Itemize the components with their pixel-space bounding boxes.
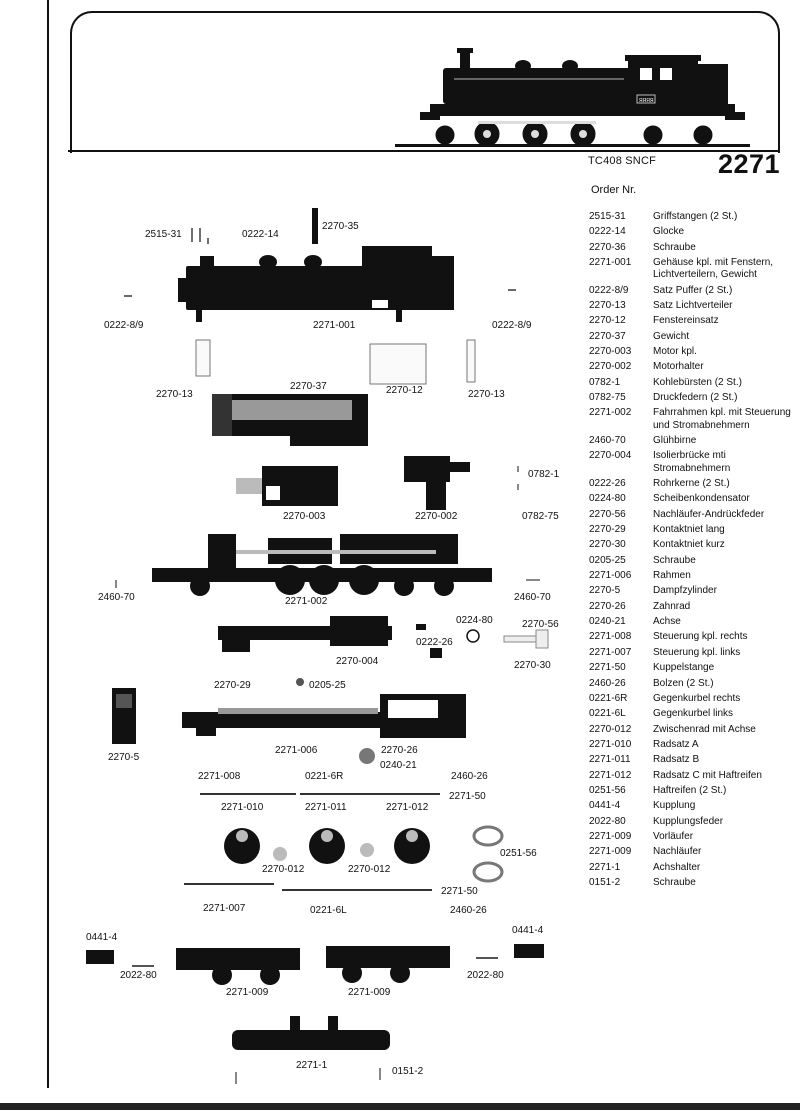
callout-label: 0221-6L — [310, 905, 347, 916]
part-number: 2270-004 — [589, 450, 632, 462]
parts-list-row — [589, 770, 794, 782]
callout-label: 2270-26 — [381, 745, 418, 756]
part-description: Achse — [653, 616, 681, 628]
part-number: 0222-26 — [589, 478, 626, 490]
part-number: 2270-36 — [589, 241, 626, 253]
bottom-edge-band — [0, 1103, 800, 1110]
part-description: Druckfedern (2 St.) — [653, 392, 738, 404]
part-description: Motorhalter — [653, 361, 704, 373]
part-number: 2271-001 — [589, 257, 632, 269]
parts-list-row — [589, 435, 794, 447]
order-number-heading: Order Nr. — [591, 184, 637, 196]
part-description: Kuppelstange — [653, 662, 715, 674]
parts-list-row — [589, 816, 794, 828]
parts-list-row — [589, 392, 794, 404]
part-number: 2022-80 — [589, 815, 626, 827]
part-number: 0240-21 — [589, 616, 626, 628]
part-description: Satz Lichtverteiler — [653, 300, 733, 312]
callout-label: 2270-29 — [214, 680, 251, 691]
parts-list-row — [589, 601, 794, 613]
part-description: Rahmen — [653, 570, 691, 582]
part-description: Glühbirne — [653, 435, 697, 447]
callout-label: 2271-007 — [203, 903, 246, 914]
callout-label: 2270-012 — [348, 864, 391, 875]
part-description: Gegenkurbel links — [653, 708, 734, 720]
callout-label: 2271-001 — [313, 320, 356, 331]
parts-list-row — [589, 754, 794, 766]
callout-label: 2515-31 — [145, 229, 182, 240]
part-number: 2271-009 — [589, 846, 632, 858]
part-number: 2270-012 — [589, 723, 632, 735]
part-number: 2271-50 — [589, 662, 626, 674]
part-description: Zwischenrad mit Achse — [653, 723, 756, 735]
part-number: 0205-25 — [589, 554, 626, 566]
loco-plate-text: ЯЯЯЯ — [639, 98, 654, 104]
callout-label: 2460-26 — [451, 771, 488, 782]
parts-list-row — [589, 555, 794, 567]
part-description: Vorläufer — [653, 830, 694, 842]
callout-label: 2270-012 — [262, 864, 305, 875]
callout-label: 0240-21 — [380, 760, 417, 771]
callout-label: 2270-002 — [415, 511, 458, 522]
part-description: Glocke — [653, 226, 685, 238]
parts-list-row — [589, 616, 794, 628]
parts-list-row — [589, 242, 794, 254]
part-description: Steuerung kpl. rechts — [653, 631, 748, 643]
part-number: 2270-13 — [589, 300, 626, 312]
callout-label: 0222-8/9 — [492, 320, 532, 331]
callout-label: 2271-008 — [198, 771, 241, 782]
parts-list-row — [589, 585, 794, 597]
parts-list-row — [589, 226, 794, 238]
part-description: Motor kpl. — [653, 346, 697, 358]
callout-label: 0151-2 — [392, 1066, 424, 1077]
callout-label: 2270-5 — [108, 752, 140, 763]
callout-label: 2270-37 — [290, 381, 327, 392]
part-number: 0222-14 — [589, 226, 626, 238]
parts-list-row — [589, 739, 794, 751]
part-number: 2270-56 — [589, 508, 626, 520]
parts-list-row — [589, 315, 794, 327]
part-description: Radsatz B — [653, 754, 700, 766]
callout-label: 2271-009 — [226, 987, 269, 998]
callout-label: 2270-12 — [386, 385, 423, 396]
callout-label: 0224-80 — [456, 615, 493, 626]
part-description: Gewicht — [653, 330, 690, 342]
part-number: 0251-56 — [589, 784, 626, 796]
part-description: Gegenkurbel rechts — [653, 692, 741, 704]
part-number: 0782-75 — [589, 392, 626, 404]
parts-list-row — [589, 708, 794, 720]
part-description: Fahrrahmen kpl. mit Steuerung und Stromabnehmern — [653, 407, 791, 431]
callout-label: 0222-14 — [242, 229, 279, 240]
callout-label: 2271-011 — [305, 802, 347, 813]
parts-list-row — [589, 300, 794, 312]
parts-list — [589, 211, 794, 892]
callout-label: 0441-4 — [512, 925, 544, 936]
part-number: 2271-012 — [589, 769, 632, 781]
part-number: 2271-002 — [589, 407, 632, 419]
parts-list-row — [589, 539, 794, 551]
part-number: 2460-26 — [589, 677, 626, 689]
part-description: Schraube — [653, 241, 696, 253]
part-number: 0151-2 — [589, 876, 621, 888]
part-description: Radsatz C mit Haftreifen — [653, 769, 762, 781]
parts-list-row — [589, 862, 794, 874]
callout-label: 0222-8/9 — [104, 320, 144, 331]
part-number: 2515-31 — [589, 211, 626, 222]
callout-label: 0221-6R — [305, 771, 344, 782]
callout-label: 2022-80 — [467, 970, 504, 981]
part-description: Dampfzylinder — [653, 585, 717, 597]
part-description: Schraube — [653, 876, 696, 888]
parts-list-row — [589, 785, 794, 797]
loco-caption: TC408 SNCF — [588, 155, 657, 167]
part-description: Isolierbrücke mti Stromabnehmern — [653, 450, 731, 474]
callout-label: 2271-1 — [296, 1060, 328, 1071]
callout-label: 2460-70 — [514, 592, 551, 603]
parts-list-row — [589, 846, 794, 858]
callout-label: 2270-13 — [468, 389, 505, 400]
callout-label: 2271-010 — [221, 802, 264, 813]
part-number: 2271-010 — [589, 738, 632, 750]
parts-list-row — [589, 211, 794, 223]
parts-list-row — [589, 647, 794, 659]
parts-list-row — [589, 478, 794, 490]
part-description: Gehäuse kpl. mit Fenstern, Lichtverteilern, Gewicht — [653, 257, 774, 281]
parts-list-row — [589, 662, 794, 674]
parts-list-row — [589, 831, 794, 843]
parts-list-row — [589, 693, 794, 705]
part-description: Kontaktniet kurz — [653, 539, 725, 551]
part-description: Achshalter — [653, 861, 701, 873]
parts-list-row — [589, 257, 794, 282]
callout-label: 2271-002 — [285, 596, 328, 607]
part-description: Satz Puffer (2 St.) — [653, 284, 733, 296]
callout-label: 2271-50 — [449, 791, 486, 802]
parts-list-row — [589, 346, 794, 358]
parts-list-row — [589, 631, 794, 643]
parts-list-row — [589, 509, 794, 521]
parts-list-row — [589, 377, 794, 389]
parts-list-row — [589, 570, 794, 582]
part-number: 2271-006 — [589, 570, 632, 582]
callout-label: 2022-80 — [120, 970, 157, 981]
part-number: 2270-26 — [589, 600, 626, 612]
model-number: 2271 — [718, 149, 781, 179]
part-description: Bolzen (2 St.) — [653, 677, 714, 689]
part-number: 2270-002 — [589, 361, 632, 373]
part-number: 0224-80 — [589, 493, 626, 505]
parts-list-row — [589, 724, 794, 736]
part-number: 2270-29 — [589, 524, 626, 536]
part-number: 0221-6L — [589, 708, 626, 720]
part-number: 2270-12 — [589, 315, 626, 327]
callout-label: 2270-004 — [336, 656, 379, 667]
part-description: Kupplung — [653, 800, 696, 812]
callout-label: 0441-4 — [86, 932, 118, 943]
part-description: Kontaktniet lang — [653, 524, 725, 536]
part-number: 0221-6R — [589, 692, 628, 704]
parts-list-row — [589, 407, 794, 432]
part-number: 0222-8/9 — [589, 284, 629, 296]
callout-label: 2271-50 — [441, 886, 478, 897]
callout-label: 2271-006 — [275, 745, 318, 756]
callout-label: 0222-26 — [416, 637, 453, 648]
part-number: 2271-011 — [589, 754, 631, 766]
parts-list-row — [589, 678, 794, 690]
callout-label: 2460-70 — [98, 592, 135, 603]
part-number: 0441-4 — [589, 800, 621, 812]
part-number: 2270-30 — [589, 539, 626, 551]
part-number: 2271-1 — [589, 861, 621, 873]
callout-label: 2271-012 — [386, 802, 429, 813]
part-description: Steuerung kpl. links — [653, 646, 741, 658]
part-number: 2271-009 — [589, 830, 632, 842]
parts-list-row — [589, 285, 794, 297]
callout-label: 0251-56 — [500, 848, 537, 859]
parts-list-row — [589, 800, 794, 812]
part-description: Rohrkerne (2 St.) — [653, 478, 730, 490]
parts-list-row — [589, 524, 794, 536]
callout-label: 0782-1 — [528, 469, 560, 480]
callout-label: 0205-25 — [309, 680, 346, 691]
part-description: Fenstereinsatz — [653, 315, 719, 327]
part-number: 2270-003 — [589, 346, 632, 358]
callout-label: 2460-26 — [450, 905, 487, 916]
part-description: Nachläufer — [653, 846, 702, 858]
part-number: 2271-008 — [589, 631, 632, 643]
callout-label: 2270-13 — [156, 389, 193, 400]
part-description: Radsatz A — [653, 738, 699, 750]
callout-label: 2270-30 — [514, 660, 551, 671]
part-description: Kohlebürsten (2 St.) — [653, 376, 742, 388]
callout-label: 0782-75 — [522, 511, 559, 522]
part-description: Griffstangen (2 St.) — [653, 211, 738, 222]
part-description: Scheibenkondensator — [653, 493, 750, 505]
parts-list-row — [589, 331, 794, 343]
part-number: 0782-1 — [589, 376, 621, 388]
part-number: 2270-37 — [589, 330, 626, 342]
part-number: 2460-70 — [589, 435, 626, 447]
part-number: 2270-5 — [589, 585, 621, 597]
part-description: Haftreifen (2 St.) — [653, 784, 727, 796]
parts-list-row — [589, 361, 794, 373]
part-description: Schraube — [653, 554, 696, 566]
part-number: 2271-007 — [589, 646, 632, 658]
callout-label: 2270-56 — [522, 619, 559, 630]
part-description: Kupplungsfeder — [653, 815, 724, 827]
part-description: Nachläufer-Andrückfeder — [653, 508, 765, 520]
parts-list-row — [589, 450, 794, 475]
part-description: Zahnrad — [653, 600, 691, 612]
callout-label: 2270-003 — [283, 511, 326, 522]
parts-list-row — [589, 877, 794, 889]
callout-label: 2270-35 — [322, 221, 359, 232]
parts-list-row — [589, 493, 794, 505]
callout-label: 2271-009 — [348, 987, 391, 998]
